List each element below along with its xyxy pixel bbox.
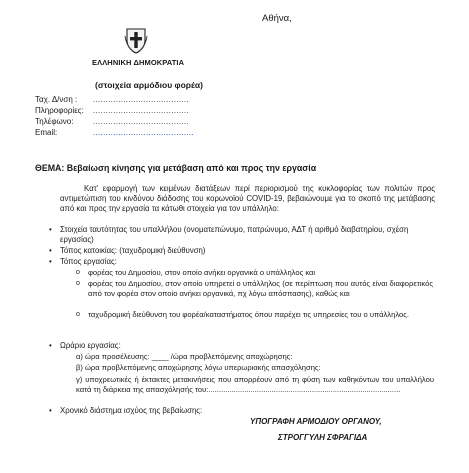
bullet-schedule: • Ωράριο εργασίας: [49, 341, 121, 350]
bullet-work-place: • Τόπος εργασίας: [49, 257, 117, 266]
greek-coat-of-arms-icon [124, 26, 148, 54]
signature-title: ΥΠΟΓΡΑΦΗ ΑΡΜΟΔΙΟΥ ΟΡΓΑΝΟΥ, [250, 417, 382, 426]
bullet-identity: • Στοιχεία ταυτότητας του υπαλλήλου (ονοματεπώνυμο, πατρώνυμο, ΑΔΤ ή αριθμό διαβατηρίου, σχέση εργασίας) [49, 225, 409, 245]
city-date: Αθήνα, [262, 13, 292, 24]
republic-heading: ΕΛΛΗΝΙΚΗ ΔΗΜΟΚΡΑΤΙΑ [92, 58, 185, 67]
contact-email: Email: ........................................ [35, 128, 194, 137]
contact-phone: Τηλέφωνο: ...................................... [35, 117, 189, 126]
subject-heading: ΘΕΜΑ: Βεβαίωση κίνησης για μετάβαση από και προς την εργασία [35, 163, 317, 173]
contact-address: Ταχ. Δ/νση : ...................................... [35, 95, 189, 104]
agency-placeholder: (στοιχεία αρμόδιου φορέα) [95, 80, 203, 90]
signature-name: ΣΤΡΟΓΓΥΛΗ ΣΦΡΑΓΙΔΑ [278, 433, 368, 442]
contact-info: Πληροφορίες: ...................................... [35, 106, 189, 115]
schedule-item: α) ώρα προσέλευσης: ____ /ώρα προβλεπόμενης αποχώρησης: [76, 352, 293, 361]
work-sub-item: o φορέας του Δημοσίου, στον οποίο υπηρετεί ο υπάλληλος (σε περίπτωση που αυτός είναι διαφορετικός από τον φορέα στον οποίο ανήκει οργανικά, πχ λόγω απόσπασης), καθώς και [76, 279, 433, 299]
schedule-item: β) ώρα προβλεπόμενης αποχώρησης λόγω υπερωριακής απασχόλησης: [76, 363, 321, 372]
bullet-validity: • Χρονικό διάστημα ισχύος της βεβαίωσης: [49, 406, 203, 415]
work-sub-item: o φορέας του Δημοσίου, στον οποίο ανήκει οργανικά ο υπάλληλος και [76, 268, 316, 277]
bullet-residence: • Τόπος κατοικίας: (ταχυδρομική διεύθυνση) [49, 246, 206, 255]
work-sub-item: o ταχυδρομική διεύθυνση του φορέα/καταστήματος όπου παρέχει τις υπηρεσίες του ο υπάλληλος. [76, 310, 410, 319]
intro-paragraph: Κατ' εφαρμογή των κειμένων διατάξεων περί περιορισμού της κυκλοφορίας των πολιτών προς αντιμετώπιση του κινδύνου διάδοσης του κορωνοϊού COVID-19, βεβαιώνουμε για το σκοπό της μετάβασης από και προς την εργασία τα κάτωθι στοιχεία για τον υπάλληλο: [60, 184, 435, 214]
schedule-item: γ) υποχρεωτικές ή έκτακτες μετακινήσεις που απορρέουν από τη φύση των καθηκόντων του υπαλλήλου κατά τη διάρκεια της απασχόλησής του:........................................................................................... [76, 375, 434, 395]
